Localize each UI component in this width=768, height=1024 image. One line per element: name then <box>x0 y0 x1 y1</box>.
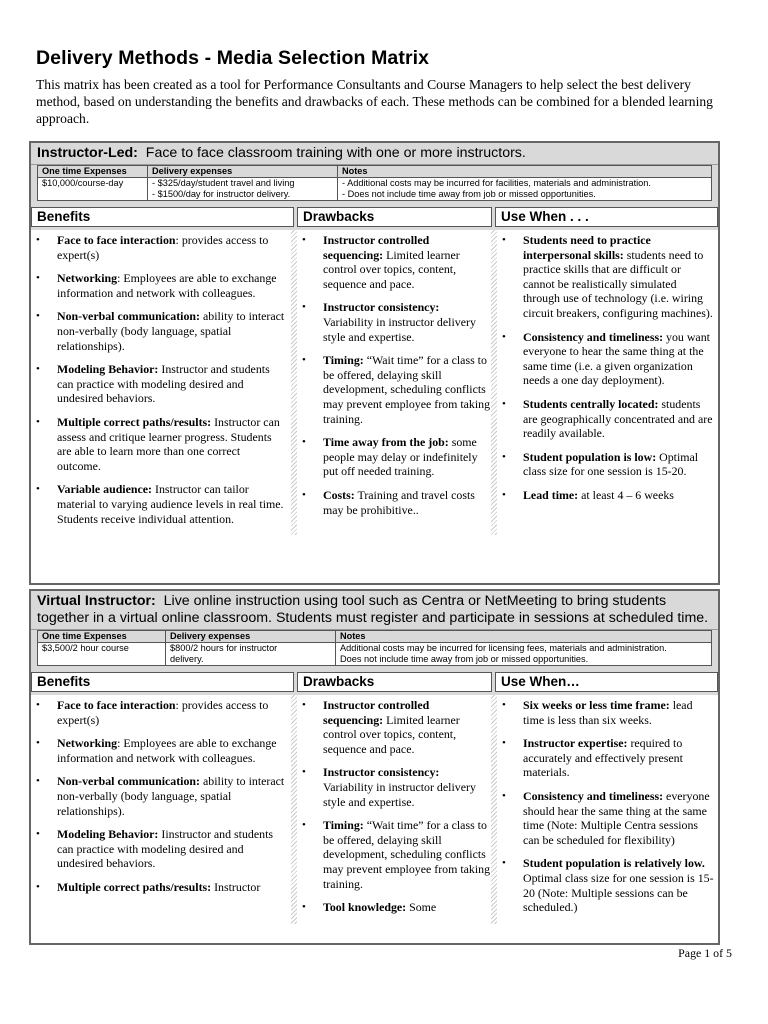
page-title: Delivery Methods - Media Selection Matrix <box>36 47 430 69</box>
use-when-header: Use When… <box>495 672 718 692</box>
drawbacks-column <box>297 233 497 535</box>
item-term: Face to face interaction <box>57 233 176 247</box>
item-text: Employees are able to exchange information and network with colleagues. <box>57 736 277 765</box>
item-term: Student population is low: <box>523 449 657 464</box>
item-text: Instructor can assess and critique learner progress. Students are able to learn more than one correct outcome. <box>57 414 280 473</box>
item-text: “Wait time” for a class to be offered, delaying skill development, scheduling conflicts may prevent employee from taking training. <box>323 353 491 426</box>
item-text: at least 4 – 6 weeks <box>578 487 674 502</box>
benefit-item <box>31 482 287 526</box>
intro-paragraph: This matrix has been created as a tool for Performance Consultants and Course Managers to help select the best delivery method, based on understanding the benefits and drawbacks of each. These methods can be combined for a blended learning approach. <box>36 77 713 126</box>
use-when-item <box>497 789 714 847</box>
drawback-item <box>297 233 491 291</box>
use-when-column <box>497 233 718 535</box>
drawbacks-header: Drawbacks <box>297 207 492 227</box>
benefit-item <box>31 698 287 727</box>
use-when-column <box>497 698 718 924</box>
section-heading <box>31 143 718 165</box>
drawback-list <box>297 233 491 517</box>
item-text: Instructor can tailor material to varying audience levels in real time. Students receive individual attention. <box>57 482 284 526</box>
use-when-item <box>497 450 714 479</box>
benefits-column <box>31 233 297 535</box>
item-text: Training and travel costs may be prohibitive.. <box>323 487 475 517</box>
item-sep: : <box>175 233 179 247</box>
item-text: provides access to expert(s) <box>57 233 269 262</box>
section-name: Virtual Instructor: <box>37 593 156 609</box>
cost-table-wrap <box>31 165 718 204</box>
item-term: Students need to practice interpersonal skills: <box>523 233 651 262</box>
benefit-item <box>31 233 287 262</box>
item-text: ability to interact non-verbally (body language, spatial relationships). <box>57 309 285 353</box>
item-text: Limited learner control over topics, content, sequence and pace. <box>323 247 460 291</box>
benefit-item <box>31 362 287 406</box>
cost-header-notes: Notes <box>336 631 712 643</box>
cost-header-notes: Notes <box>338 166 712 178</box>
item-term: Timing: <box>323 353 364 368</box>
item-term: Instructor controlled sequencing: <box>323 698 430 727</box>
drawback-item <box>297 765 491 809</box>
benefits-header: Benefits <box>31 207 294 227</box>
item-text: “Wait time” for a class to be offered, delaying skill development, scheduling conflicts may prevent employee from taking training. <box>323 818 491 891</box>
drawback-item <box>297 488 491 517</box>
drawback-item <box>297 353 491 426</box>
item-term: Non-verbal communication: <box>57 309 201 324</box>
drawbacks-header: Drawbacks <box>297 672 492 692</box>
cost-table-wrap <box>31 630 718 669</box>
item-text: some people may delay or indefinitely put off needed training. <box>323 435 478 479</box>
benefit-item <box>31 309 287 353</box>
delivery-line: - $1500/day for instructor delivery. <box>152 189 291 199</box>
item-text: Some <box>406 900 437 915</box>
item-term: Timing: <box>323 818 364 833</box>
item-term: Multiple correct paths/results: <box>57 414 212 429</box>
item-text: lead time is less than six weeks. <box>523 698 693 727</box>
drawback-item <box>297 698 491 756</box>
item-term: Face to face interaction <box>57 698 176 712</box>
item-text: provides access to expert(s) <box>57 698 269 727</box>
item-text: everyone should hear the same thing at the same time (Note: Multiple Centra sessions can be scheduled for flexibility) <box>523 788 710 847</box>
delivery-line: $800/2 hours for instructor <box>170 643 278 653</box>
note-line: Additional costs may be incurred for licensing fees, materials and administration. <box>340 643 667 653</box>
use-when-header: Use When . . . <box>495 207 718 227</box>
item-text: you want everyone to hear the same thing at the same time (i.e. a given organization needs a one day deployment). <box>523 329 710 388</box>
item-term: Instructor consistency: <box>323 765 440 780</box>
item-term: Lead time: <box>523 487 579 502</box>
item-text: Variability in instructor delivery style and expertise. <box>323 779 476 809</box>
column-headers <box>31 669 718 695</box>
item-term: Consistency and timeliness: <box>523 329 664 344</box>
item-term: Modeling Behavior: <box>57 827 159 842</box>
benefit-item <box>31 271 287 300</box>
drawbacks-column <box>297 698 497 924</box>
benefit-list <box>31 698 287 895</box>
item-term: Non-verbal communication: <box>57 774 201 789</box>
item-term: Student population is relatively low. <box>523 856 705 871</box>
drawback-item <box>297 300 491 344</box>
delivery-expenses <box>148 178 338 201</box>
use-when-list <box>497 698 714 915</box>
benefit-item <box>31 880 287 895</box>
section-name: Instructor-Led: <box>37 145 138 161</box>
item-term: Costs: <box>323 487 355 502</box>
item-text: ability to interact non-verbally (body language, spatial relationships). <box>57 774 285 818</box>
cost-header-delivery: Delivery expenses <box>148 166 338 178</box>
use-when-list <box>497 233 714 503</box>
cost-table <box>37 165 712 201</box>
section-heading <box>31 591 718 630</box>
page-number: Page 1 of 5 <box>678 946 732 960</box>
drawback-item <box>297 900 491 915</box>
use-when-item <box>497 698 714 727</box>
item-term: Consistency and timeliness: <box>523 788 664 803</box>
item-term: Modeling Behavior: <box>57 362 159 377</box>
cost-header-delivery: Delivery expenses <box>166 631 336 643</box>
item-term: Instructor controlled sequencing: <box>323 233 430 262</box>
virtual-instructor-section <box>29 589 720 945</box>
delivery-line: - $325/day/student travel and living <box>152 178 295 188</box>
item-term: Multiple correct paths/results: <box>57 879 212 894</box>
item-text: required to accurately and effectively present materials. <box>523 736 683 780</box>
item-term: Instructor consistency: <box>323 300 440 315</box>
item-text: Iinstructor and students can practice with modeling desired and undesired behaviors. <box>57 827 273 871</box>
cost-table <box>37 630 712 666</box>
item-text: Instructor <box>211 879 261 894</box>
item-text: students need to practice skills that are difficult or cannot be realistically simulated through use of technology (i.e. wiring circuit breakers, configuring machines). <box>523 247 713 320</box>
item-text: Optimal class size for one session is 15-20. <box>523 449 699 479</box>
item-text: Instructor and students can practice with modeling desired and undesired behaviors. <box>57 362 270 406</box>
item-term: Instructor expertise: <box>523 736 628 751</box>
delivery-line: delivery. <box>170 654 204 664</box>
benefit-item <box>31 736 287 765</box>
item-text: Limited learner control over topics, content, sequence and pace. <box>323 712 460 756</box>
one-time-expense: $10,000/course-day <box>38 178 148 201</box>
cost-header-one-time: One time Expenses <box>38 631 166 643</box>
item-sep: : <box>175 698 179 712</box>
cost-notes <box>338 178 712 201</box>
item-sep: : <box>117 271 121 286</box>
use-when-item <box>497 397 714 441</box>
benefit-item <box>31 774 287 818</box>
drawback-item <box>297 435 491 479</box>
item-sep: : <box>117 736 121 751</box>
use-when-item <box>497 233 714 321</box>
item-text: Variability in instructor delivery style and expertise. <box>323 314 476 344</box>
benefit-item <box>31 415 287 473</box>
matrix-columns <box>31 695 718 924</box>
drawback-item <box>297 818 491 891</box>
item-text: Employees are able to exchange information and network with colleagues. <box>57 271 277 300</box>
instructor-led-section <box>29 141 720 585</box>
item-term: Networking <box>57 736 118 751</box>
note-line: - Additional costs may be incurred for facilities, materials and administration. <box>342 178 651 188</box>
use-when-item <box>497 330 714 388</box>
item-term: Networking <box>57 271 118 286</box>
item-text: Optimal class size for one session is 15-20 (Note: Multiple sessions can be scheduled.) <box>523 870 714 915</box>
item-term: Six weeks or less time frame: <box>523 698 670 712</box>
use-when-item <box>497 736 714 780</box>
delivery-expenses <box>166 643 336 666</box>
benefits-column <box>31 698 297 924</box>
benefits-header: Benefits <box>31 672 294 692</box>
item-term: Time away from the job: <box>323 435 449 450</box>
column-headers <box>31 204 718 230</box>
benefit-list <box>31 233 287 526</box>
use-when-item <box>497 488 714 503</box>
note-line: - Does not include time away from job or missed opportunities. <box>342 189 596 199</box>
use-when-item <box>497 856 714 914</box>
cost-header-one-time: One time Expenses <box>38 166 148 178</box>
cost-notes <box>336 643 712 666</box>
item-term: Students centrally located: <box>523 396 659 411</box>
one-time-expense: $3,500/2 hour course <box>38 643 166 666</box>
item-text: students are geographically concentrated and are readily available. <box>523 396 713 441</box>
note-line: Does not include time away from job or missed opportunities. <box>340 654 589 664</box>
drawback-list <box>297 698 491 915</box>
section-description: Live online instruction using tool such as Centra or NetMeeting to bring students together in a virtual online classroom. Students must register and participate in sessions at scheduled time. <box>37 593 709 626</box>
matrix-columns <box>31 230 718 535</box>
item-term: Tool knowledge: <box>323 900 407 915</box>
section-description: Face to face classroom training with one or more instructors. <box>145 145 526 161</box>
item-term: Variable audience: <box>57 482 153 497</box>
benefit-item <box>31 827 287 871</box>
